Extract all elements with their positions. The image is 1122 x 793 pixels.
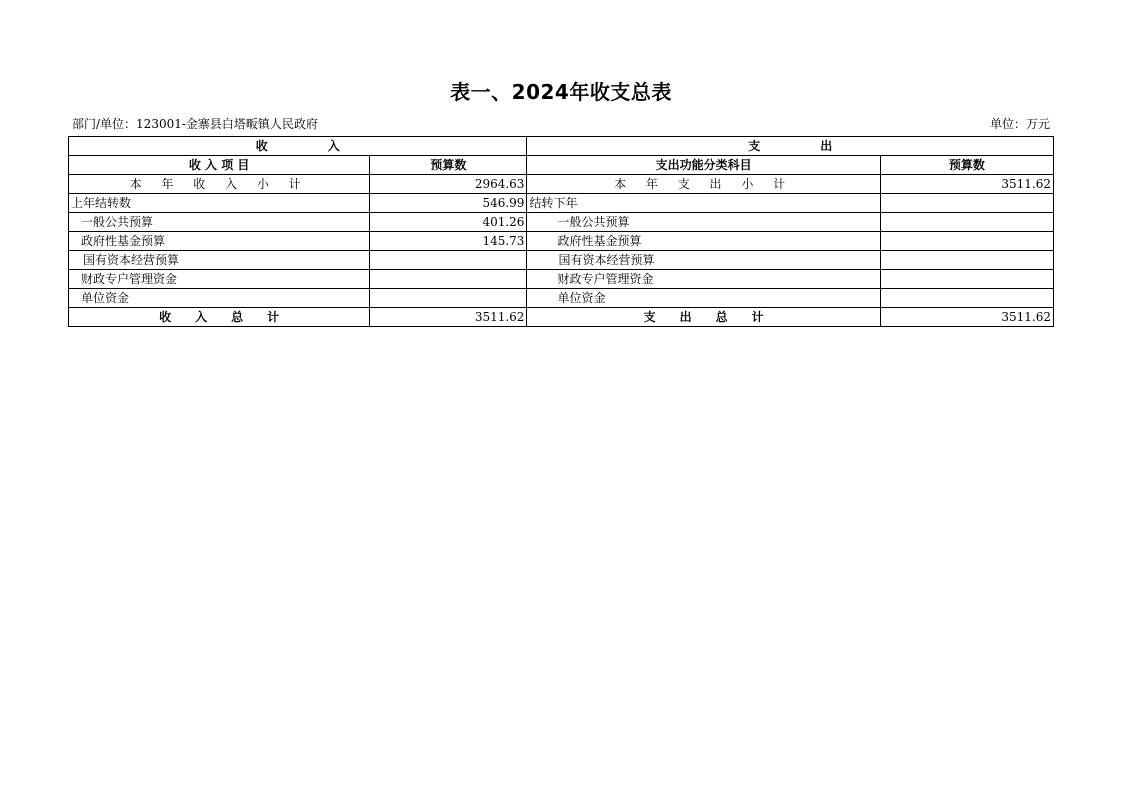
section-header-row (69, 137, 1054, 156)
expense-label: 单位资金 (527, 289, 880, 308)
department-label: 部门/单位：123001-金寨县白塔畈镇人民政府 (72, 117, 318, 131)
expense-total-value: 3511.62 (880, 308, 1053, 327)
totals-row (69, 308, 1054, 327)
income-value: 145.73 (370, 232, 527, 251)
income-label: 政府性基金预算 (69, 232, 370, 251)
income-label: 本 年 收 入 小 计 (69, 175, 370, 194)
expense-label: 一般公共预算 (527, 213, 880, 232)
expense-value (880, 270, 1053, 289)
expense-budget-header: 预算数 (880, 156, 1053, 175)
expense-label: 国有资本经营预算 (527, 251, 880, 270)
income-section-header: 收 入 (69, 137, 527, 156)
income-label: 一般公共预算 (69, 213, 370, 232)
budget-summary-table (68, 136, 1054, 327)
expense-value (880, 251, 1053, 270)
income-value (370, 289, 527, 308)
income-total-value: 3511.62 (370, 308, 527, 327)
income-budget-header: 预算数 (370, 156, 527, 175)
income-item-header: 收 入 项 目 (69, 156, 370, 175)
expense-value (880, 194, 1053, 213)
income-label: 单位资金 (69, 289, 370, 308)
expense-label: 本 年 支 出 小 计 (527, 175, 880, 194)
income-value: 401.26 (370, 213, 527, 232)
expense-item-header: 支出功能分类科目 (527, 156, 880, 175)
expense-value: 3511.62 (880, 175, 1053, 194)
table-row (69, 194, 1054, 213)
income-label: 财政专户管理资金 (69, 270, 370, 289)
table-row (69, 232, 1054, 251)
income-value: 546.99 (370, 194, 527, 213)
unit-label: 单位：万元 (989, 117, 1050, 131)
column-header-row (69, 156, 1054, 175)
income-value (370, 270, 527, 289)
income-label: 国有资本经营预算 (69, 251, 370, 270)
table-row (69, 289, 1054, 308)
income-value: 2964.63 (370, 175, 527, 194)
page-title: 表一、2024年收支总表 (450, 80, 672, 104)
expense-label: 政府性基金预算 (527, 232, 880, 251)
income-label: 上年结转数 (69, 194, 370, 213)
table-row (69, 175, 1054, 194)
table-row (69, 251, 1054, 270)
table-row (69, 213, 1054, 232)
table-row (69, 270, 1054, 289)
expense-value (880, 289, 1053, 308)
expense-total-label: 支 出 总 计 (527, 308, 880, 327)
income-value (370, 251, 527, 270)
expense-label: 结转下年 (527, 194, 880, 213)
expense-value (880, 213, 1053, 232)
income-total-label: 收 入 总 计 (69, 308, 370, 327)
expense-label: 财政专户管理资金 (527, 270, 880, 289)
expense-section-header: 支 出 (527, 137, 1054, 156)
expense-value (880, 232, 1053, 251)
